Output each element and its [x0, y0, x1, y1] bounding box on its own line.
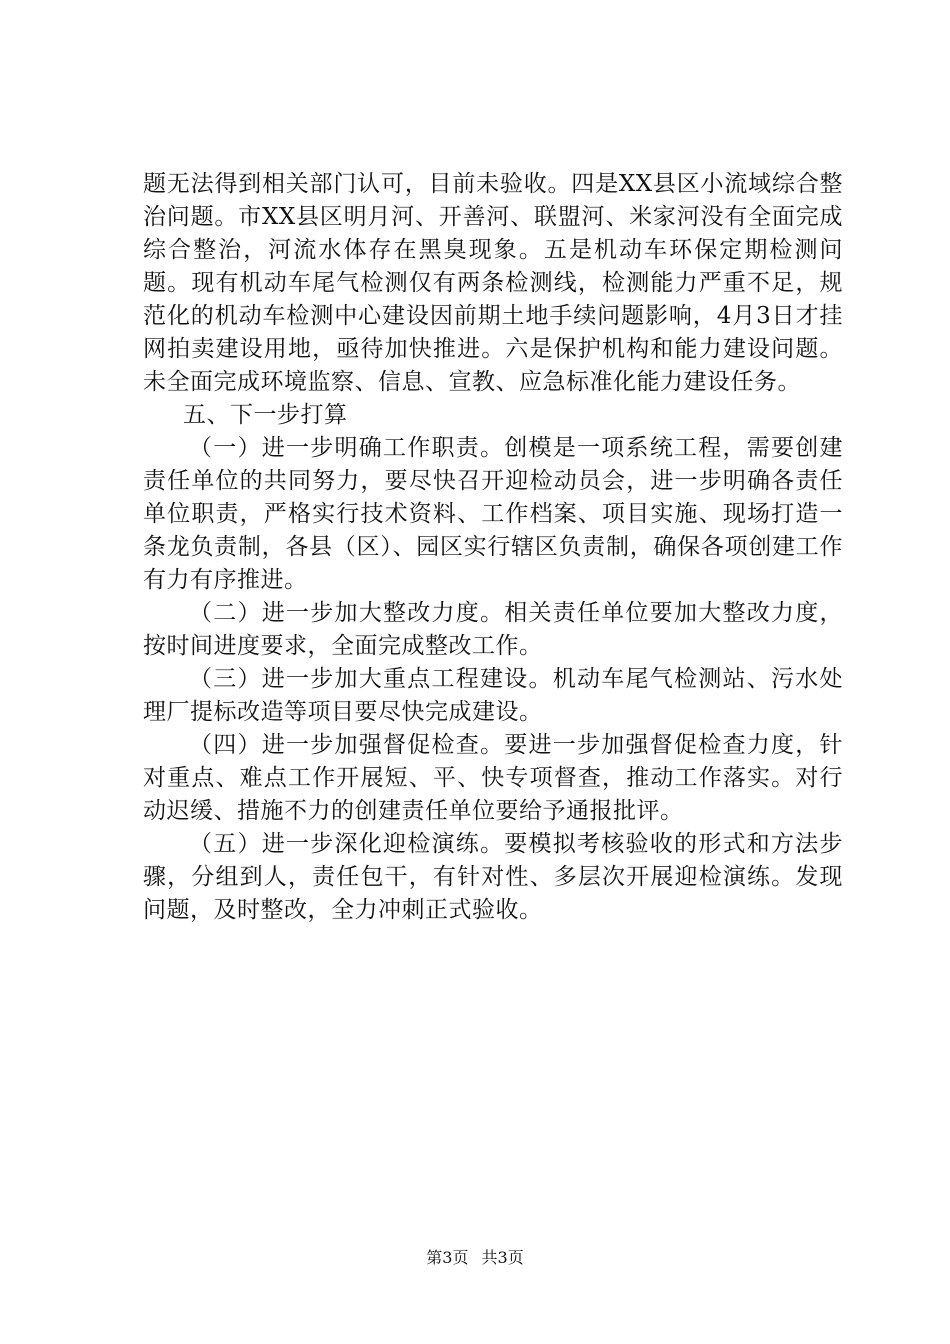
page-number-current: 第3页 [426, 1248, 469, 1267]
section-heading: 五、下一步打算 [183, 402, 348, 428]
page-number-total: 共3页 [481, 1248, 524, 1267]
item-paragraph-4: （四）进一步加强督促检查。要进一步加强督促检查力度，针对重点、难点工作开展短、平、快专项督查，推动工作落实。对行动迟缓、措施不力的创建责任单位要给予通报批评。 [143, 732, 843, 824]
document-body [143, 168, 843, 927]
continuation-paragraph: 题无法得到相关部门认可，目前未验收。四是XX县区小流域综合整治问题。市XX县区明月河、开善河、联盟河、米家河没有全面完成综合整治，河流水体存在黑臭现象。五是机动车环保定期检测问题。现有机动车尾气检测仅有两条检测线，检测能力严重不足，规范化的机动车检测中心建设因前期土地手续问题影响，4月3日才挂网拍卖建设用地，亟待加快推进。六是保护机构和能力建设问题。未全面完成环境监察、信息、宣教、应急标准化能力建设任务。 [143, 171, 843, 395]
item-paragraph-5: （五）进一步深化迎检演练。要模拟考核验收的形式和方法步骤，分组到人，责任包干，有针对性、多层次开展迎检演练。发现问题，及时整改，全力冲刺正式验收。 [143, 831, 843, 923]
page-footer [0, 1245, 950, 1268]
item-paragraph-2: （二）进一步加大整改力度。相关责任单位要加大整改力度，按时间进度要求，全面完成整改工作。 [143, 600, 843, 659]
item-paragraph-1: （一）进一步明确工作职责。创模是一项系统工程，需要创建责任单位的共同努力，要尽快召开迎检动员会，进一步明确各责任单位职责，严格实行技术资料、工作档案、项目实施、现场打造一条龙负责制，各县（区）、园区实行辖区负责制，确保各项创建工作有力有序推进。 [143, 435, 843, 593]
item-paragraph-3: （三）进一步加大重点工程建设。机动车尾气检测站、污水处理厂提标改造等项目要尽快完成建设。 [143, 666, 843, 725]
